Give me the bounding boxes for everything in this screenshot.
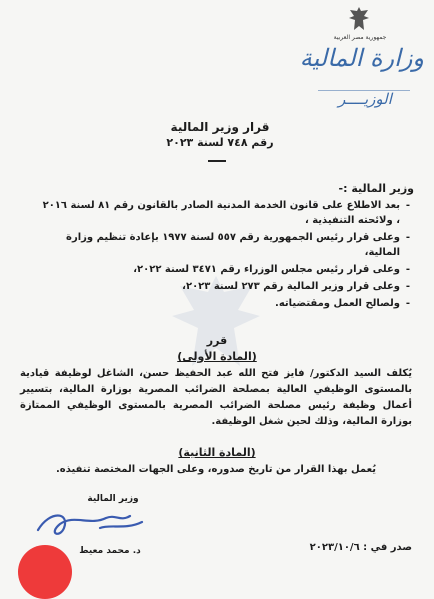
- eagle-emblem-icon: [348, 6, 370, 32]
- signature-scribble-icon: [30, 500, 150, 542]
- list-item: - وعلى قرار رئيس مجلس الوزراء رقم ٣٤٧١ لسنة ٢٠٢٢،: [38, 262, 410, 277]
- list-item: - وعلى قرار رئيس الجمهورية رقم ٥٥٧ لسنة ١٩٧٧ بإعادة تنظيم وزارة المالية،: [38, 230, 410, 260]
- preamble-list: [38, 198, 410, 313]
- minister-logo-text: الوزيــــر: [338, 90, 392, 108]
- org-line: جمهورية مصر العربية: [333, 34, 387, 41]
- red-stamp: [18, 545, 72, 599]
- preamble-label: وزير المالية :-: [338, 182, 414, 195]
- article-1-title: (المادة الأولى): [177, 350, 257, 363]
- title-divider: [208, 160, 226, 162]
- signature-title: وزير المالية: [87, 494, 139, 504]
- issue-date: صدر في : ٢٠٢٣/١٠/٦: [309, 542, 412, 553]
- list-item: - ولصالح العمل ومقتضياته.: [38, 296, 410, 311]
- decision-label: قرر: [206, 334, 228, 347]
- ministry-logo-text: وزارة المالية: [299, 44, 424, 72]
- article-2-title: (المادة الثانية): [178, 446, 256, 459]
- list-item: - بعد الاطلاع على قانون الخدمة المدنية الصادر بالقانون رقم ٨١ لسنة ٢٠١٦ ، ولائحته التنفيذية ،: [38, 198, 410, 228]
- decree-title: قرار وزير المالية: [170, 120, 270, 134]
- decree-number: رقم ٧٤٨ لسنة ٢٠٢٣: [166, 136, 274, 149]
- list-item: - وعلى قرار وزير المالية رقم ٢٧٣ لسنة ٢٠٢٣،: [38, 279, 410, 294]
- article-2-text: يُعمل بهذا القرار من تاريخ صدوره، وعلى الجهات المختصة تنفيذه.: [56, 464, 376, 475]
- article-1-text: يُكلف السيد الدكتور/ فايز فتح الله عبد الحفيظ حسن، الشاغل لوظيفة قيادية بالمستوى الوظيفي العالية بمصلحة الضرائب المصرية بوزارة المالية، بتسيير أعمال وظيفة رئيس مصلحة الضرائب المصرية بالمستوى الوظيفي الممتازة بوزارة المالية، وذلك لحين شغل الوظيفة.: [20, 368, 412, 427]
- signature-name: د. محمد معيط: [79, 546, 141, 556]
